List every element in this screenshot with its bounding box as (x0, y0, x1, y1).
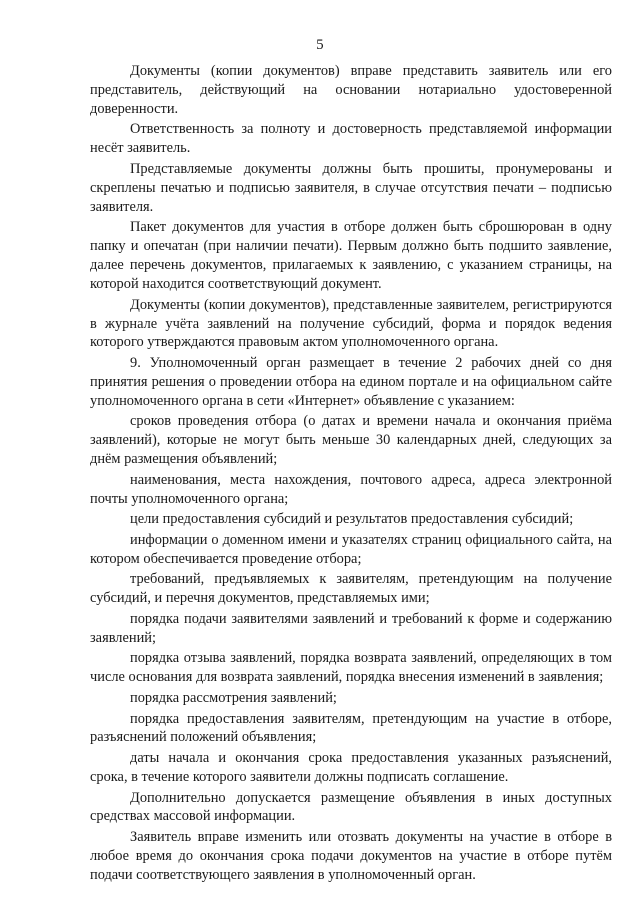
paragraph: Документы (копии документов), представленные заявителем, регистрируются в журнале учёта заявлений на получение субсидий, форма и порядок ведения которого утверждаются правовым актом уполномоченного органа. (90, 296, 612, 351)
list-item: даты начала и окончания срока предоставления указанных разъяснений, срока, в течение которого заявители должны подписать соглашение. (90, 750, 612, 785)
paragraph: Пакет документов для участия в отборе должен быть сброшюрован в одну папку и опечатан (при наличии печати). Первым должно быть подшито заявление, далее перечень документов, прилагаемых к заявлению, с указанием страницы, на которой находится соответствующий документ. (90, 219, 612, 293)
list-item: порядка подачи заявителями заявлений и требований к форме и содержанию заявлений; (90, 610, 612, 646)
list-item: цели предоставления субсидий и результатов предоставления субсидий; (130, 511, 574, 528)
document-body (90, 62, 612, 885)
page-number: 5 (316, 37, 324, 53)
paragraph: Представляемые документы должны быть прошиты, пронумерованы и скреплены печатью и подписью заявителя, в случае отсутствия печати – подписью заявителя. (90, 160, 612, 215)
paragraph: Дополнительно допускается размещение объявления в иных доступных средствах массовой информации. (90, 789, 612, 825)
list-item: порядка предоставления заявителям, претендующим на участие в отборе, разъяснений положений объявления; (90, 710, 612, 746)
list-item: информации о доменном имени и указателях страниц официального сайта, на котором обеспечивается проведение отбора; (90, 531, 612, 567)
list-item: порядка рассмотрения заявлений; (130, 689, 337, 706)
paragraph: 9. Уполномоченный орган размещает в течение 2 рабочих дней со дня принятия решения о проведении отбора на едином портале и на официальном сайте уполномоченного органа в сети «Интернет» объявление с указанием: (90, 355, 612, 409)
list-item: порядка отзыва заявлений, порядка возврата заявлений, определяющих в том числе основания для возврата заявлений, порядка внесения изменений в заявления; (90, 650, 612, 686)
list-item: сроков проведения отбора (о датах и времени начала и окончания приёма заявлений), которые не могут быть меньше 30 календарных дней, следующих за днём размещения объявлений; (90, 413, 612, 468)
list-item: требований, предъявляемых к заявителям, претендующим на получение субсидий, и перечня документов, представляемых ими; (90, 571, 612, 607)
paragraph: Ответственность за полноту и достоверность представляемой информации несёт заявитель. (90, 121, 612, 157)
paragraph: Документы (копии документов) вправе представить заявитель или его представитель, действующий на основании нотариально удостоверенной доверенности. (90, 63, 612, 117)
list-item: наименования, места нахождения, почтового адреса, адреса электронной почты уполномоченного органа; (90, 471, 612, 507)
paragraph: Заявитель вправе изменить или отозвать документы на участие в отборе в любое время до окончания срока подачи документов на участие в отборе путём подачи соответствующего заявления в уполномоченный орган. (90, 829, 612, 883)
